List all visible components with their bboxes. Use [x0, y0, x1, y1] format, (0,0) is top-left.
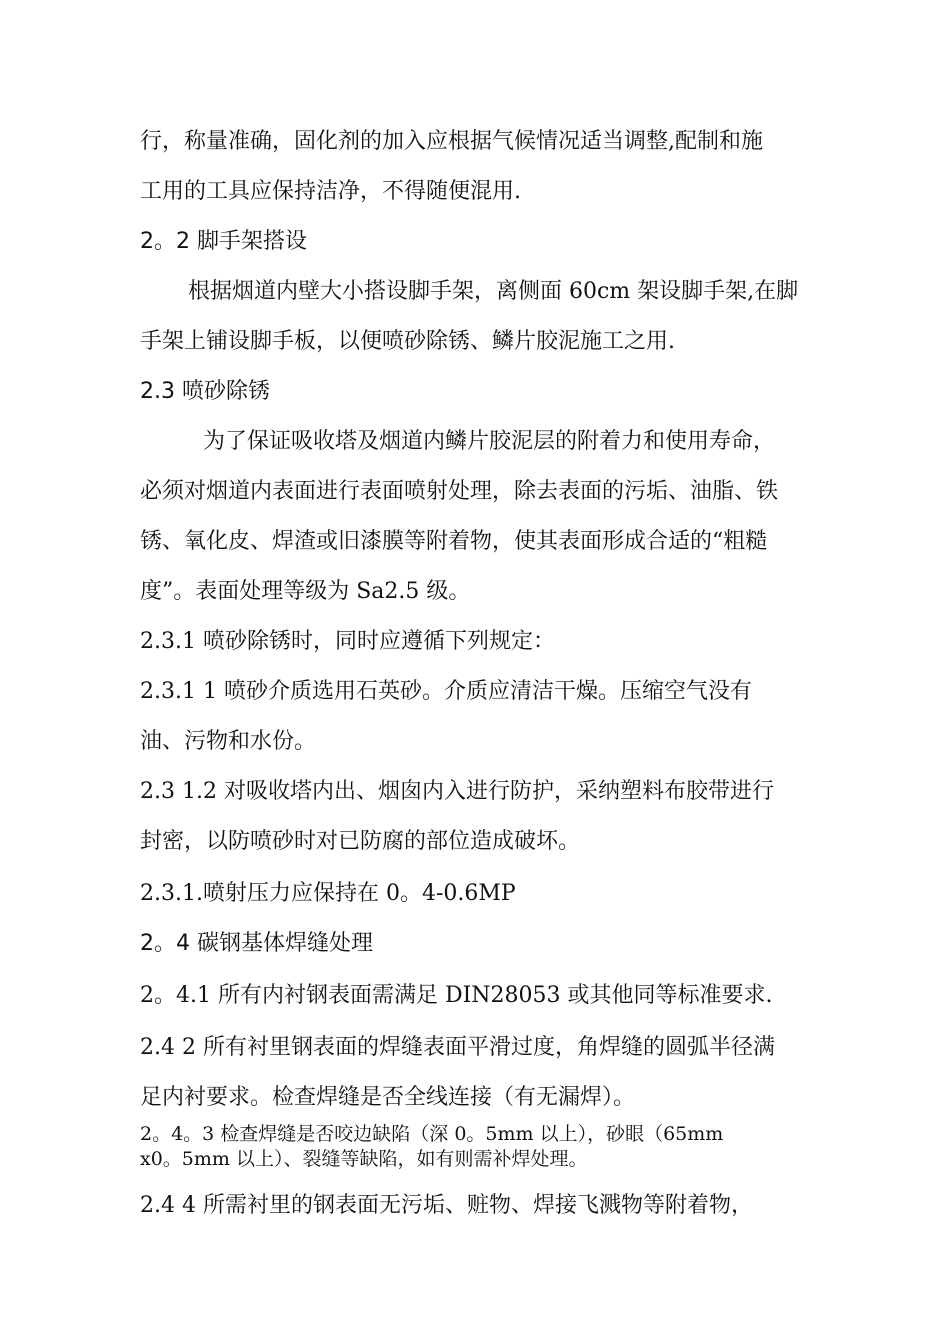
section-heading-2-3: 2.3 喷砂除锈: [140, 379, 270, 404]
clause-2-4-3: 2。4。3 检查焊缝是否咬边缺陷（深 0。5mm 以上），砂眼（65mm: [140, 1123, 724, 1145]
clause-2-4-2: 2.4 2 所有衬里钢表面的焊缝表面平滑过度，角焊缝的圆弧半径满: [140, 1035, 775, 1060]
body-text-line: 必须对烟道内表面进行表面喷射处理，除去表面的污垢、油脂、铁: [140, 479, 779, 504]
clause-2-4-1: 2。4.1 所有内衬钢表面需满足 DIN28053 或其他同等标准要求.: [140, 983, 773, 1008]
body-text-line: 油、污物和水份。: [140, 729, 317, 754]
clause-2-4-4: 2.4 4 所需衬里的钢表面无污垢、赃物、焊接飞溅物等附着物，: [140, 1193, 753, 1218]
body-text-line: 根据烟道内壁大小搭设脚手架，离侧面 60cm 架设脚手架,在脚: [188, 279, 799, 304]
body-text-line: 足内衬要求。检查焊缝是否全线连接（有无漏焊）。: [140, 1085, 636, 1110]
body-text-line: 锈、氧化皮、焊渣或旧漆膜等附着物，使其表面形成合适的“粗糙: [140, 529, 768, 554]
body-text-line: 度”。表面处理等级为 Sa2.5 级。: [140, 579, 471, 604]
section-heading-2-4: 2。4 碳钢基体焊缝处理: [140, 931, 373, 956]
body-text-line: 为了保证吸收塔及烟道内鳞片胶泥层的附着力和使用寿命，: [203, 429, 776, 454]
clause-2-3-1-1: 2.3.1 1 喷砂介质选用石英砂。介质应清洁干燥。压缩空气没有: [140, 679, 752, 704]
body-text-line: 封密，以防喷砂时对已防腐的部位造成破坏。: [140, 829, 581, 854]
clause-2-3-1-3: 2.3.1.喷射压力应保持在 0。4-0.6MP: [140, 881, 516, 906]
body-text-line: 手架上铺设脚手板，以便喷砂除锈、鳞片胶泥施工之用.: [140, 329, 675, 354]
body-text-line: x0。5mm 以上）、裂缝等缺陷，如有则需补焊处理。: [140, 1148, 588, 1170]
clause-2-3-1-2: 2.3 1.2 对吸收塔内出、烟囱内入进行防护，采纳塑料布胶带进行: [140, 779, 774, 804]
clause-2-3-1: 2.3.1 喷砂除锈时，同时应遵循下列规定：: [140, 629, 555, 654]
body-text-line: 行，称量准确，固化剂的加入应根据气候情况适当调整,配制和施: [140, 129, 763, 154]
body-text-line: 工用的工具应保持洁净，不得随便混用.: [140, 179, 521, 204]
section-heading-2-2: 2。2 脚手架搭设: [140, 229, 307, 254]
